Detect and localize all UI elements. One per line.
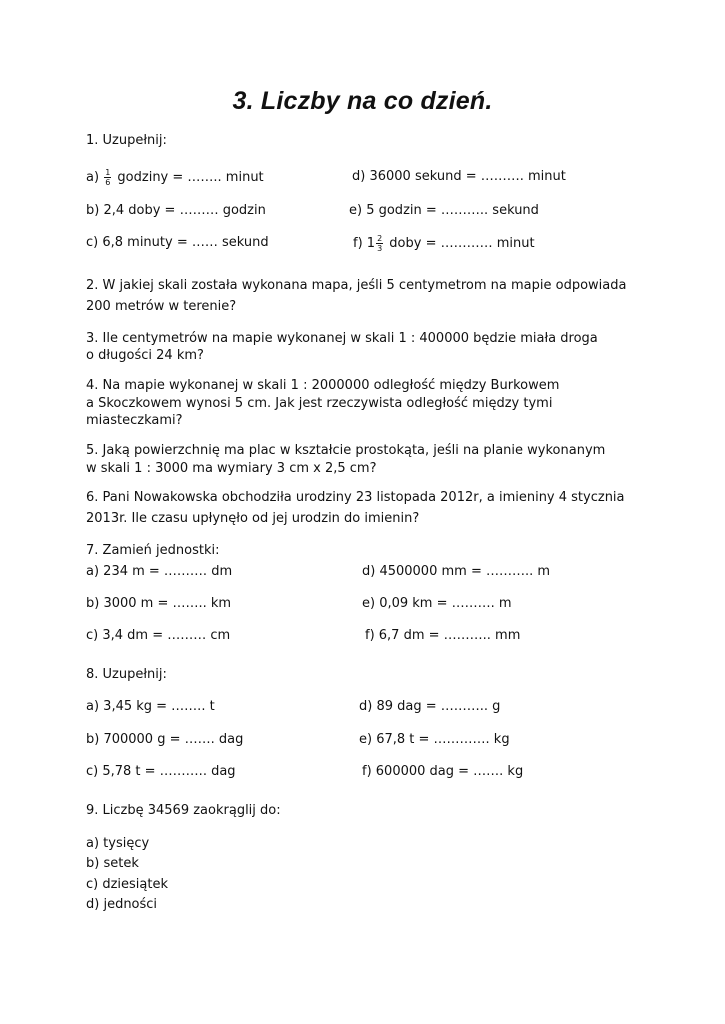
q6-line-2: 2013r. Ile czasu upłynęło od jej urodzin do imienin? [86, 511, 420, 526]
q7-heading: 7. Zamień jednostki: [86, 543, 220, 558]
q7-item-c: c) 3,4 dm = ……… cm [86, 628, 231, 643]
q8-item-b: b) 700000 g = ……. dag [86, 732, 244, 747]
q8-heading: 8. Uzupełnij: [86, 667, 167, 682]
fraction-denominator: 3 [377, 244, 383, 253]
q1-item-d: d) 36000 sekund = ………. minut [352, 169, 566, 184]
q3-line-2: o długości 24 km? [86, 348, 204, 363]
list-item: b) setek [86, 856, 139, 871]
q1-heading: 1. Uzupełnij: [86, 133, 167, 148]
q1-item-e: e) 5 godzin = ……….. sekund [349, 203, 539, 218]
q7-item-a: a) 234 m = ………. dm [86, 564, 233, 579]
list-item: c) dziesiątek [86, 877, 169, 892]
q8-item-a: a) 3,45 kg = …….. t [86, 699, 215, 714]
q1-item-b: b) 2,4 doby = ……… godzin [86, 203, 266, 218]
q7-item-b: b) 3000 m = …….. km [86, 596, 232, 611]
q8-item-f: f) 600000 dag = ……. kg [362, 764, 524, 779]
list-item: a) tysięcy [86, 836, 150, 851]
fraction-numerator: 1 [105, 168, 111, 177]
q1-a-label: a) [86, 170, 100, 185]
fraction-denominator: 6 [105, 178, 111, 187]
list-item: d) jedności [86, 897, 158, 912]
q1-item-f [353, 234, 535, 253]
fraction-numerator: 2 [377, 234, 383, 243]
q1-f-label: f) 1 [353, 236, 376, 251]
q1-f-text: doby = ………… minut [389, 236, 535, 251]
q2-line-1: 2. W jakiej skali została wykonana mapa, jeśli 5 centymetrom na mapie odpowiada [86, 278, 627, 293]
q4-line-3: miasteczkami? [86, 413, 183, 428]
q7-item-e: e) 0,09 km = ………. m [362, 596, 512, 611]
q1-item-a [86, 168, 264, 187]
q2-line-2: 200 metrów w terenie? [86, 299, 237, 314]
q8-item-d: d) 89 dag = ……….. g [359, 699, 501, 714]
page-title: 3. Liczby na co dzień. [232, 87, 493, 115]
q6-line-1: 6. Pani Nowakowska obchodziła urodziny 23 listopada 2012r, a imieniny 4 stycznia [86, 490, 625, 505]
q8-item-e: e) 67,8 t = …………. kg [359, 732, 510, 747]
fraction-one-sixth [104, 168, 111, 187]
q4-line-1: 4. Na mapie wykonanej w skali 1 : 2000000 odległość między Burkowem [86, 378, 560, 393]
q3-line-1: 3. Ile centymetrów na mapie wykonanej w skali 1 : 400000 będzie miała droga [86, 331, 598, 346]
q5-line-1: 5. Jaką powierzchnię ma plac w kształcie prostokąta, jeśli na planie wykonanym [86, 443, 606, 458]
q4-line-2: a Skoczkowem wynosi 5 cm. Jak jest rzeczywista odległość między tymi [86, 396, 553, 411]
q7-item-f: f) 6,7 dm = ……….. mm [365, 628, 521, 643]
q1-item-c: c) 6,8 minuty = …… sekund [86, 235, 269, 250]
q7-item-d: d) 4500000 mm = ……….. m [362, 564, 551, 579]
q5-line-2: w skali 1 : 3000 ma wymiary 3 cm x 2,5 cm? [86, 461, 377, 476]
q9-heading: 9. Liczbę 34569 zaokrąglij do: [86, 803, 281, 818]
fraction-two-thirds [376, 234, 383, 253]
q1-a-text: godziny = …….. minut [117, 170, 264, 185]
q8-item-c: c) 5,78 t = ……….. dag [86, 764, 236, 779]
